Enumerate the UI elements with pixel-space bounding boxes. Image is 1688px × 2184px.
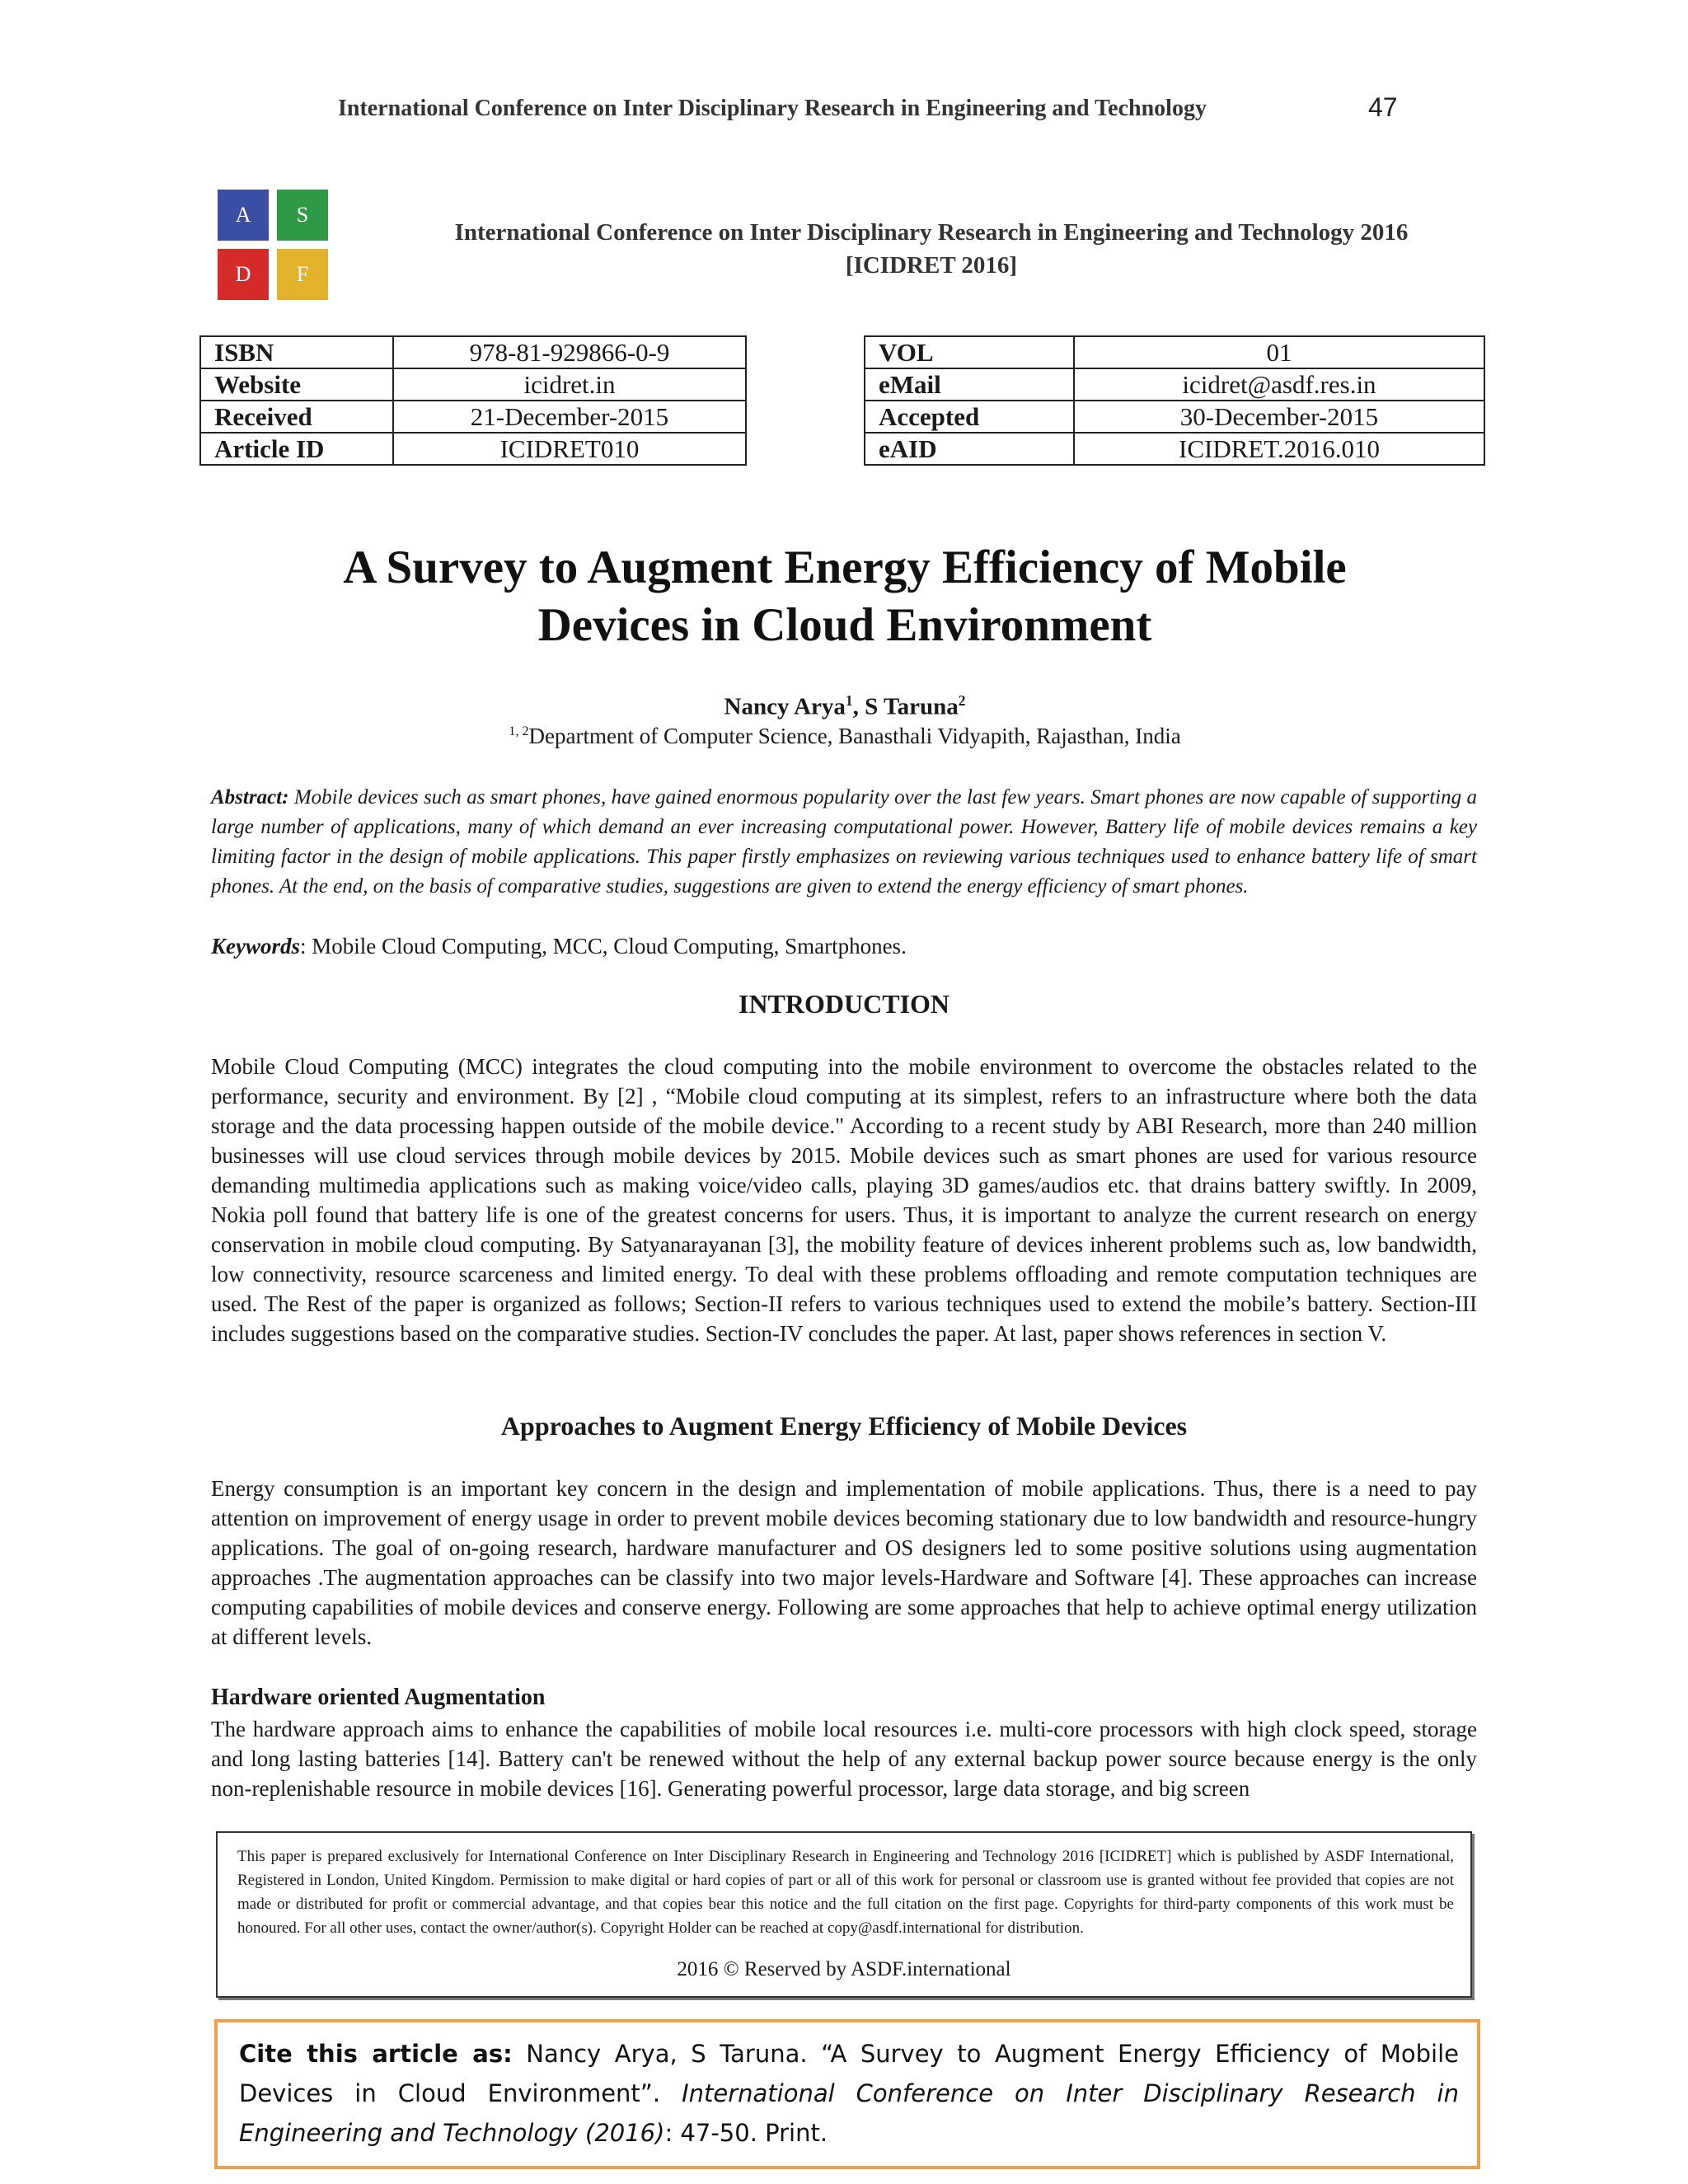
keywords-label: Keywords xyxy=(211,934,300,958)
paper-title-line-1: A Survey to Augment Energy Efficiency of Mobile xyxy=(343,541,1347,593)
meta-key: Article ID xyxy=(200,433,393,465)
meta-key: VOL xyxy=(865,336,1074,368)
logo-letter-d: D xyxy=(218,249,269,300)
meta-key: Website xyxy=(200,368,393,401)
approaches-heading: Approaches to Augment Energy Efficiency of Mobile Devices xyxy=(500,1411,1188,1441)
paper-title-line-2: Devices in Cloud Environment xyxy=(537,599,1152,651)
affiliation-text: Department of Computer Science, Banasthali Vidyapith, Rajasthan, India xyxy=(528,724,1181,748)
license-notice-box xyxy=(216,1831,1472,1998)
author-name: S Taruna xyxy=(865,693,959,720)
keywords-text: Mobile Cloud Computing, MCC, Cloud Computing, Smartphones. xyxy=(306,934,907,958)
logo-letter-f: F xyxy=(277,249,328,300)
citation-pages: : 47-50. Print. xyxy=(664,2119,828,2147)
meta-key: ISBN xyxy=(200,336,393,368)
license-text: This paper is prepared exclusively for International Conference on Inter Disciplinary Research in Engineering and Technology 2016 [ICIDRET] which is published by ASDF International, Registered in London, United Kingdom. Permission to make digital or hard copies of part or all of this work for personal or classroom use is granted without fee provided that copies are not made or distributed for profit or commercial advantage, and that copies bear this notice and the full citation on the first page. Copyrights for third-party components of this work must be honoured. For all other uses, contact the owner/author(s). Copyright Holder can be reached at copy@asdf.international for distribution. xyxy=(237,1848,1454,1937)
table-row xyxy=(200,401,746,433)
asdf-logo xyxy=(218,190,328,300)
affiliation-mark: 1, 2 xyxy=(509,724,529,738)
conference-line-1: International Conference on Inter Disciplinary Research in Engineering and Technology 2016 xyxy=(454,219,1409,246)
table-row xyxy=(865,401,1484,433)
citation-text xyxy=(239,2034,1459,2153)
keywords-colon: : xyxy=(300,934,307,958)
meta-value: icidret.in xyxy=(393,368,746,401)
affiliation xyxy=(206,724,1484,749)
citation-reference: Nancy Arya, S Taruna. “A Survey to Augment Energy Efficiency of Mobile Devices in Cloud Environment”. xyxy=(239,2040,1459,2107)
meta-value: 30-December-2015 xyxy=(1074,401,1484,433)
table-row xyxy=(200,336,746,368)
table-row xyxy=(865,368,1484,401)
metadata-table-left xyxy=(199,335,747,466)
introduction-paragraph: Mobile Cloud Computing (MCC) integrates the cloud computing into the mobile environment to overcome the obstacles related to the performance, security and environment. By [2] , “Mobile cloud computing at its simplest, refers to an infrastructure where both the data storage and the data processing happen outside of the mobile device." According to a recent study by ABI Research, more than 240 million businesses will use cloud services through mobile devices by 2015. Mobile devices such as smart phones are used for various resource demanding multimedia applications such as making voice/video calls, playing 3D games/audios etc. that drains battery swiftly. In 2009, Nokia poll found that battery life is one of the greatest concerns for users. Thus, it is important to analyze the current research on energy conservation in mobile cloud computing. By Satyanarayanan [3], the mobility feature of devices inherent problems such as, low bandwidth, low connectivity, resource scarceness and limited energy. To deal with these problems offloading and remote computation techniques are used. The Rest of the paper is organized as follows; Section-II refers to various techniques used to extend the mobile’s battery. Section-III includes suggestions based on the comparative studies. Section-IV concludes the paper. At last, paper shows references in section V. xyxy=(211,1054,1477,1346)
approaches-paragraph: Energy consumption is an important key concern in the design and implementation of mobile applications. Thus, there is a need to pay attention on improvement of energy usage in order to prevent mobile devices becoming stationary due to low bandwidth and resource-hungry applications. The goal of on-going research, hardware manufacturer and OS designers led to some positive solutions using augmentation approaches .The augmentation approaches can be classify into two major levels-Hardware and Software [4]. These approaches can increase computing capabilities of mobile devices and conserve energy. Following are some approaches that help to achieve optimal energy utilization at different levels. xyxy=(211,1476,1477,1649)
conference-line-2: [ICIDRET 2016] xyxy=(845,252,1018,279)
conference-title xyxy=(396,216,1467,282)
meta-value: 01 xyxy=(1074,336,1484,368)
table-row xyxy=(865,336,1484,368)
metadata-table-right xyxy=(864,335,1485,466)
page-number: 47 xyxy=(1368,92,1398,122)
meta-key: eMail xyxy=(865,368,1074,401)
author-separator: , xyxy=(852,693,865,720)
meta-key: Accepted xyxy=(865,401,1074,433)
introduction-heading: INTRODUCTION xyxy=(738,989,950,1019)
paper-title xyxy=(206,539,1484,654)
meta-value: icidret@asdf.res.in xyxy=(1074,368,1484,401)
copyright-line: 2016 © Reserved by ASDF.international xyxy=(677,1958,1011,1980)
meta-value: 978-81-929866-0-9 xyxy=(393,336,746,368)
author-list xyxy=(206,692,1484,721)
meta-value: 21-December-2015 xyxy=(393,401,746,433)
meta-value: ICIDRET010 xyxy=(393,433,746,465)
table-row xyxy=(200,368,746,401)
table-row xyxy=(865,433,1484,465)
citation-label: Cite this article as: xyxy=(239,2040,513,2068)
abstract xyxy=(211,783,1477,902)
meta-key: Received xyxy=(200,401,393,433)
abstract-label: Abstract: xyxy=(211,786,289,808)
table-row xyxy=(200,433,746,465)
hardware-paragraph: The hardware approach aims to enhance the capabilities of mobile local resources i.e. multi-core processors with high clock speed, storage and long lasting batteries [14]. Battery can't be renewed without the help of any external backup power source because energy is the only non-replenishable resource in mobile devices [16]. Generating powerful processor, large data storage, and big screen xyxy=(211,1717,1477,1801)
running-header: International Conference on Inter Disciplinary Research in Engineering and Technology xyxy=(338,96,1207,121)
meta-key: eAID xyxy=(865,433,1074,465)
keywords xyxy=(211,931,1477,961)
author-affiliation-mark: 1 xyxy=(845,692,853,709)
logo-letter-s: S xyxy=(277,190,328,241)
abstract-text: Mobile devices such as smart phones, have gained enormous popularity over the last few years. Smart phones are now capable of supporting a large number of applications, many of which demand an ever increasing computational power. However, Battery life of mobile devices remains a key limiting factor in the design of mobile applications. This paper firstly emphasizes on reviewing various techniques used to enhance battery life of smart phones. At the end, on the basis of comparative studies, suggestions are given to extend the energy efficiency of smart phones. xyxy=(211,786,1477,898)
hardware-subheading: Hardware oriented Augmentation xyxy=(211,1685,546,1710)
logo-letter-a: A xyxy=(218,190,269,241)
meta-value: ICIDRET.2016.010 xyxy=(1074,433,1484,465)
author-affiliation-mark: 2 xyxy=(958,692,966,709)
citation-box xyxy=(214,2019,1480,2169)
citation-venue: International Conference on Inter Disciplinary Research in Engineering and Technology (2016) xyxy=(239,2079,1459,2147)
author-name: Nancy Arya xyxy=(724,693,846,720)
